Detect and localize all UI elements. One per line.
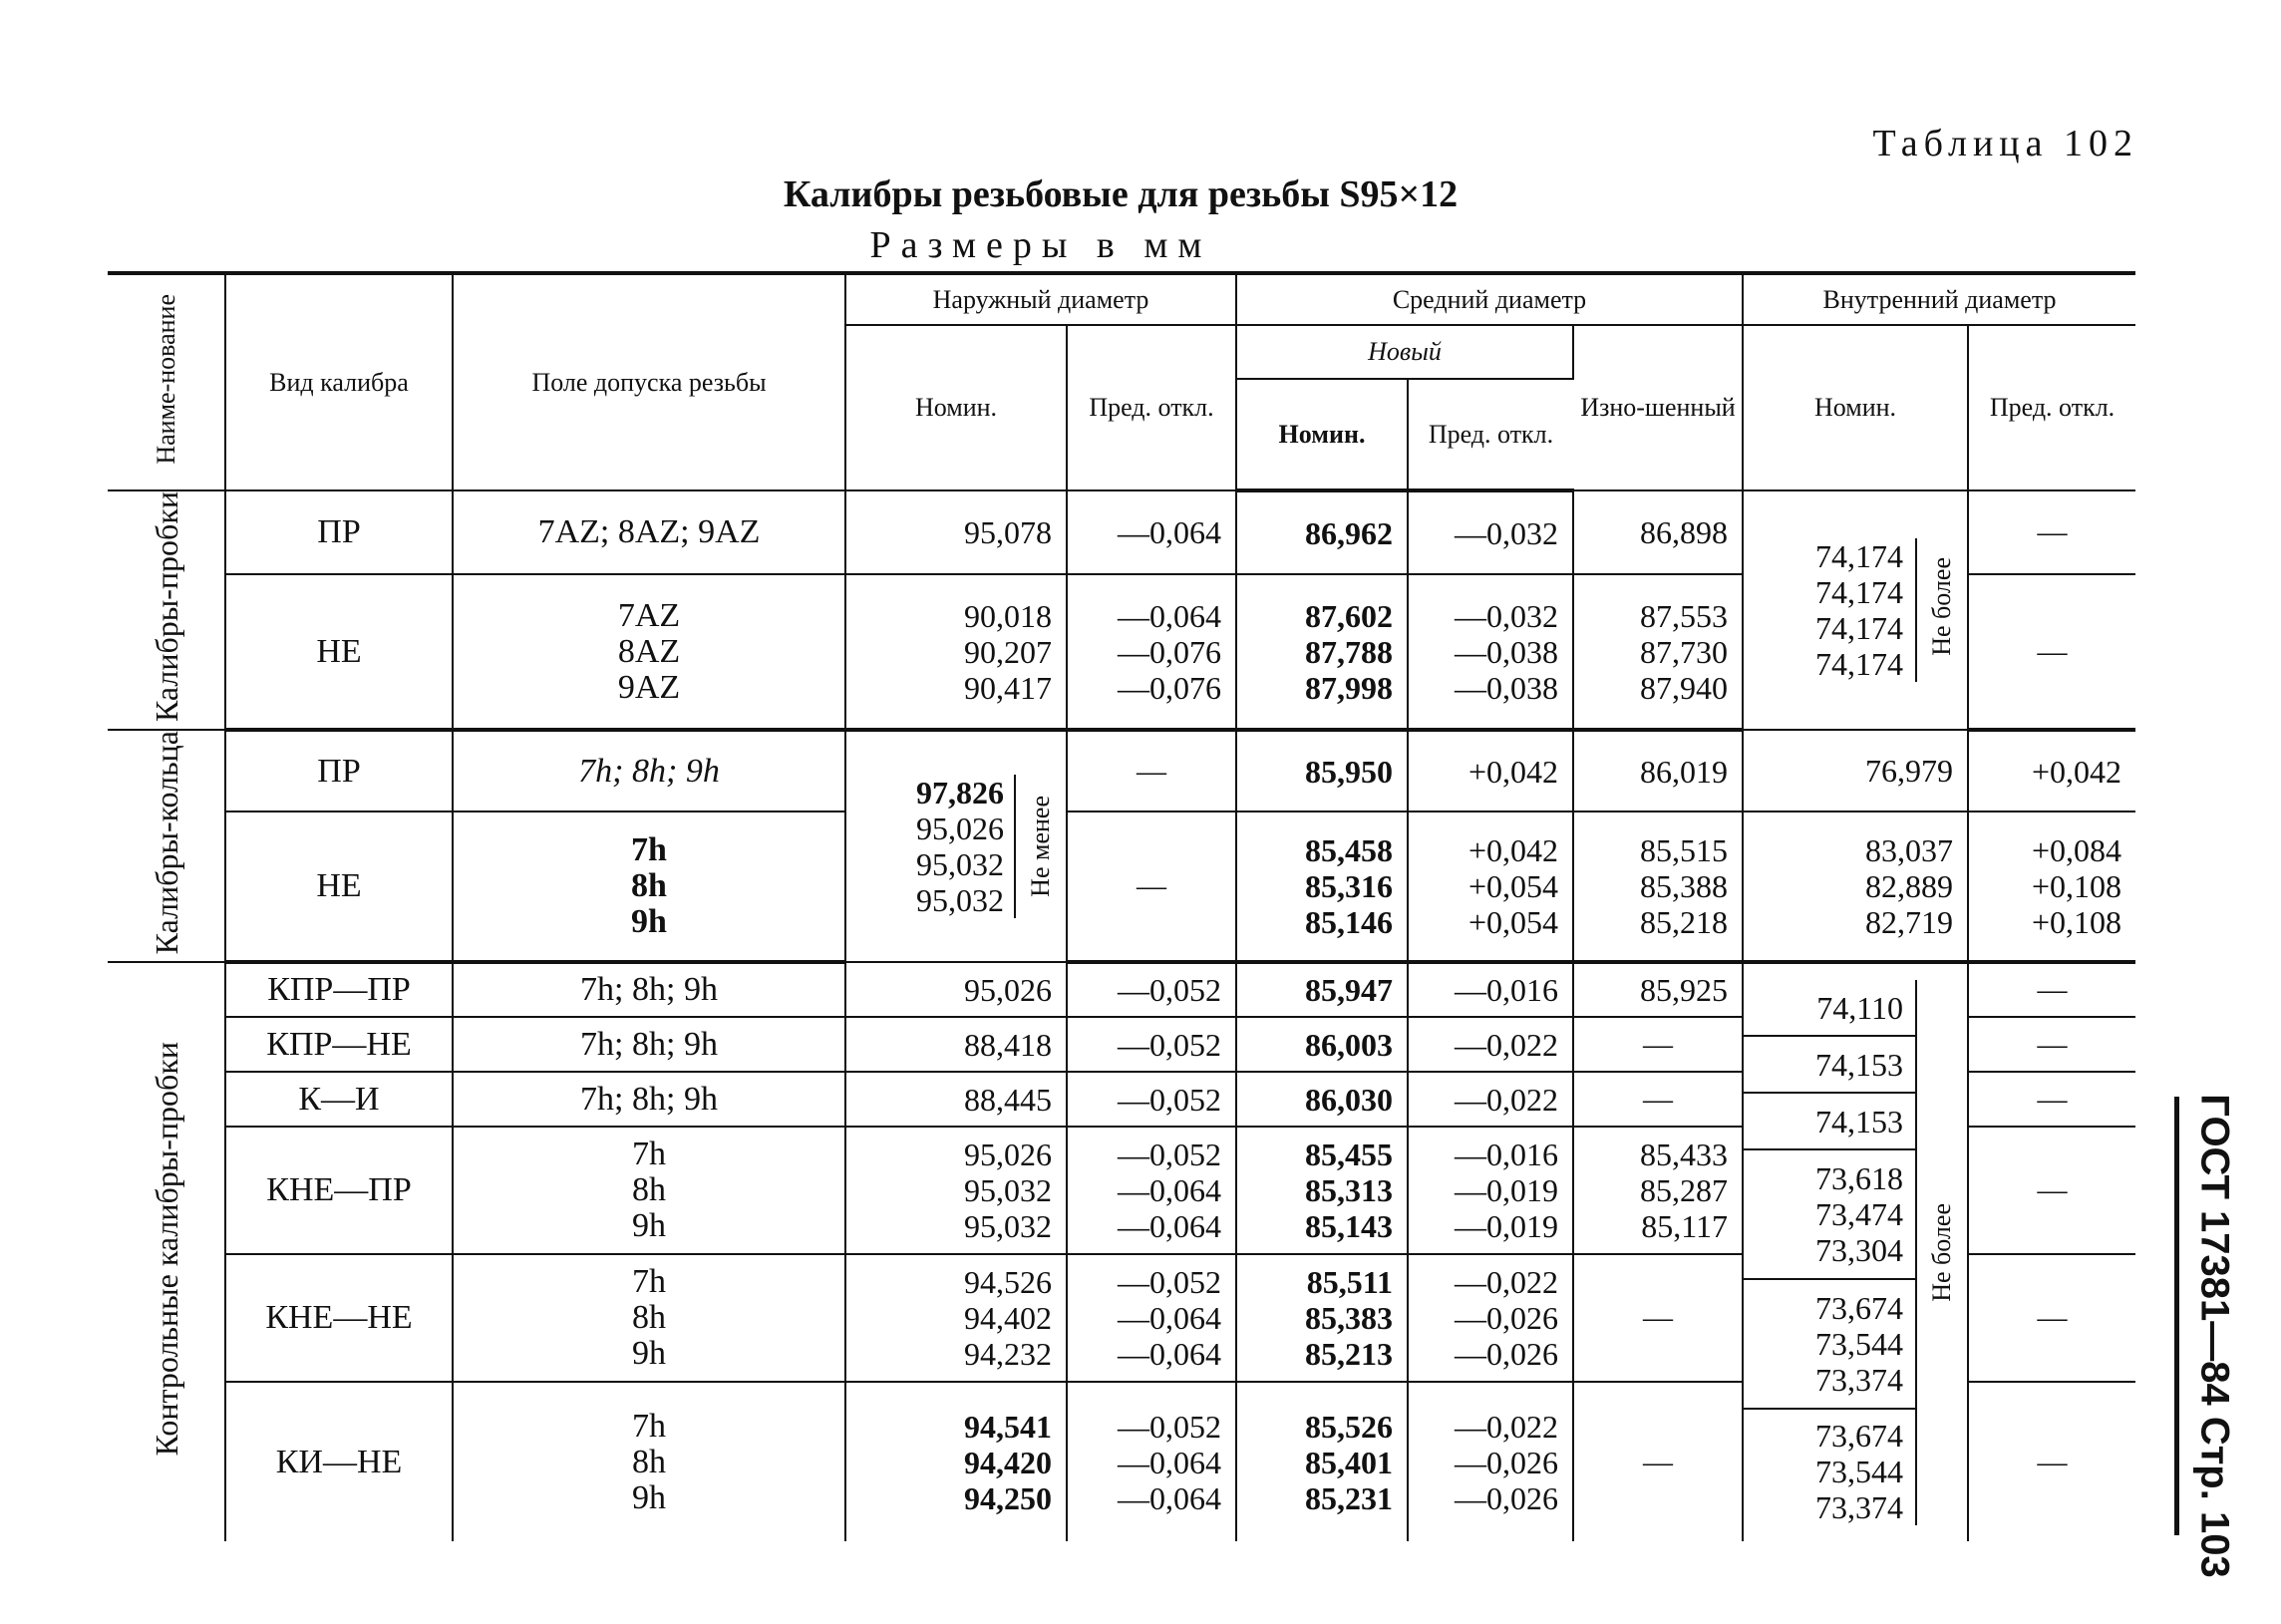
cell-line: 94,232 [964, 1336, 1052, 1373]
row1-outer-nom: 95,078 [845, 490, 1067, 574]
cell-line: 85,117 [1641, 1208, 1729, 1245]
col-middle-new-header: Новый [1236, 325, 1573, 379]
row4-outer-nom [846, 811, 1004, 918]
row8-outer-dev [1067, 1127, 1236, 1254]
cell-line: 9h [632, 1335, 666, 1373]
row4-tol [453, 812, 845, 962]
cell-line: 94,541 [964, 1408, 1052, 1445]
cell-line: 85,213 [1305, 1336, 1393, 1373]
row4-worn [1573, 812, 1743, 962]
row2-outer-nom [845, 574, 1067, 730]
col-outer-header: Наружный диаметр [845, 273, 1236, 325]
col-name-header: Наиме-нование [108, 273, 225, 490]
row1-mid-nom: 86,962 [1236, 490, 1408, 574]
cell-line: 85,218 [1640, 904, 1729, 941]
cell-line: —0,019 [1455, 1208, 1558, 1245]
cell-line: 7h [631, 831, 667, 869]
col-tolerance-header: Поле допуска резьбы [453, 273, 845, 490]
row7-worn: — [1573, 1072, 1743, 1127]
cell-line: —0,064 [1118, 597, 1221, 634]
row9-outer-nom [845, 1254, 1067, 1382]
cell-line: 87,730 [1640, 633, 1729, 670]
row3-inner-nom: 76,979 [1743, 730, 1968, 812]
row10-kind: КИ—НЕ [225, 1382, 453, 1541]
row2-worn [1573, 574, 1743, 730]
cell-line: 9h [632, 1478, 666, 1516]
cell-line: 87,998 [1305, 669, 1393, 706]
cell-line: —0,026 [1455, 1479, 1558, 1516]
cell-line: 9AZ [617, 668, 681, 706]
cell-line: —0,026 [1455, 1444, 1558, 1480]
row6-tol: 7h; 8h; 9h [453, 1017, 845, 1072]
row5-inner-nom: 74,110 [1744, 980, 1915, 1037]
row3-kind: ПР [225, 730, 453, 812]
row3-outer-dev: — [1067, 730, 1236, 812]
cell-line: 85,515 [1640, 832, 1729, 869]
row8-outer-nom [845, 1127, 1067, 1254]
row9-mid-dev [1408, 1254, 1573, 1382]
cell-line: 85,231 [1305, 1479, 1393, 1516]
cell-line: 85,458 [1305, 832, 1393, 869]
row4-inner-dev [1968, 812, 2135, 962]
cell-line: 95,026 [916, 811, 1004, 847]
cell-line: 82,889 [1865, 868, 1954, 905]
row8-tol [453, 1127, 845, 1254]
row10-inner-nom [1744, 1410, 1915, 1525]
cell-line: +0,084 [2031, 832, 2122, 869]
cell-line: 90,018 [964, 597, 1052, 634]
cell-line: 7AZ [617, 596, 681, 634]
cell-line: 95,032 [964, 1172, 1052, 1209]
cell-line: 94,420 [964, 1444, 1052, 1480]
cell-line: —0,026 [1455, 1336, 1558, 1373]
row4-inner-nom [1743, 812, 1968, 962]
row8-mid-nom [1236, 1127, 1408, 1254]
row10-outer-nom [845, 1382, 1067, 1541]
cell-line: 7h [632, 1136, 666, 1173]
row4-outer-dev: — [1067, 812, 1236, 962]
group-label-plugs: Калибры-пробки [108, 490, 225, 730]
cell-line: 85,143 [1305, 1208, 1393, 1245]
cell-line: 85,313 [1305, 1172, 1393, 1209]
row8-inner-nom [1744, 1150, 1915, 1280]
cell-line: 87,788 [1305, 633, 1393, 670]
cell-line: 87,553 [1640, 597, 1729, 634]
cell-line: —0,064 [1118, 1208, 1221, 1245]
cell-line: 82,719 [1865, 904, 1954, 941]
cell-line: 73,674 [1815, 1418, 1904, 1455]
cell-line: 7h [632, 1407, 666, 1445]
row2-outer-dev [1067, 574, 1236, 730]
col-middle-worn-header: Изно-шенный [1573, 325, 1743, 490]
row7-outer-nom: 88,445 [845, 1072, 1067, 1127]
cell-line: 85,388 [1640, 868, 1729, 905]
row3-worn: 86,019 [1573, 730, 1743, 812]
cell-line: 90,417 [964, 669, 1052, 706]
row6-mid-nom: 86,003 [1236, 1017, 1408, 1072]
row7-tol: 7h; 8h; 9h [453, 1072, 845, 1127]
cell-line: +0,054 [1467, 868, 1558, 905]
row4-kind: НЕ [225, 812, 453, 962]
cell-line: 73,674 [1815, 1290, 1904, 1327]
row7-inner-nom: 74,153 [1744, 1094, 1915, 1150]
cell-line: 74,174 [1815, 646, 1904, 682]
gost-page-number: ГОСТ 17381—84 Стр. 103 [2192, 1094, 2237, 1578]
row1-worn: 86,898 [1573, 490, 1743, 574]
cell-line: 9h [631, 903, 667, 941]
cell-line: 95,032 [916, 882, 1004, 919]
row8-worn [1573, 1127, 1743, 1254]
cell-line: 7h [632, 1263, 666, 1301]
row8-inner-dev: — [1968, 1127, 2135, 1254]
cell-line: 8h [632, 1171, 666, 1209]
note-not-more-plugs: Не более [1927, 557, 1957, 656]
note-not-less-rings: Не менее [1026, 796, 1055, 898]
cell-line: 83,037 [1865, 832, 1954, 869]
cell-line: 90,207 [964, 633, 1052, 670]
row10-tol [453, 1382, 845, 1541]
row6-worn: — [1573, 1017, 1743, 1072]
row7-inner-dev: — [1968, 1072, 2135, 1127]
row9-outer-dev [1067, 1254, 1236, 1382]
row5-tol: 7h; 8h; 9h [453, 962, 845, 1017]
row6-inner-nom: 74,153 [1744, 1037, 1915, 1094]
row5-outer-dev: —0,052 [1067, 962, 1236, 1017]
row2-mid-dev [1408, 574, 1573, 730]
row5-outer-nom: 95,026 [845, 962, 1067, 1017]
col-kind-header: Вид калибра [225, 273, 453, 490]
cell-line: —0,019 [1455, 1172, 1558, 1209]
cell-line: —0,022 [1455, 1264, 1558, 1301]
col-middle-new-nom-header: Номин. [1236, 379, 1408, 490]
cell-line: —0,064 [1118, 1336, 1221, 1373]
col-inner-dev-header: Пред. откл. [1968, 325, 2135, 490]
col-outer-dev-header: Пред. откл. [1067, 325, 1236, 490]
cell-line: —0,038 [1455, 633, 1558, 670]
row7-mid-nom: 86,030 [1236, 1072, 1408, 1127]
cell-line: 94,250 [964, 1479, 1052, 1516]
table-number: Таблица 102 [1872, 123, 2138, 164]
cell-line: 94,402 [964, 1300, 1052, 1337]
row10-mid-dev [1408, 1382, 1573, 1541]
cell-line: —0,076 [1118, 669, 1221, 706]
row1-2-inner-nom-cell [1743, 490, 1968, 730]
cell-line: 73,544 [1815, 1454, 1904, 1490]
cell-line: 85,316 [1305, 868, 1393, 905]
side-page-label [2154, 1094, 2274, 1578]
row2-kind: НЕ [225, 574, 453, 730]
side-rule [2174, 1097, 2179, 1535]
cell-line: 8h [631, 867, 667, 905]
cell-line: +0,054 [1467, 904, 1558, 941]
col-inner-nom-header: Номин. [1743, 325, 1968, 490]
cell-line: 73,374 [1815, 1489, 1904, 1526]
row3-outer-nom: 97,826 [916, 775, 1004, 812]
row2-mid-nom [1236, 574, 1408, 730]
cell-line: —0,052 [1118, 1264, 1221, 1301]
row3-tol: 7h; 8h; 9h [453, 730, 845, 812]
cell-line: 85,146 [1305, 904, 1393, 941]
cell-line: 95,032 [916, 846, 1004, 883]
gauge-table [108, 271, 2135, 1541]
cell-line: 9h [632, 1207, 666, 1245]
cell-line: 74,174 [1815, 574, 1904, 610]
table-title: Калибры резьбовые для резьбы S95×12 [783, 173, 1459, 215]
row1-inner-nom: 74,174 [1815, 538, 1904, 574]
row9-inner-nom [1744, 1280, 1915, 1410]
cell-line: 94,526 [964, 1264, 1052, 1301]
row3-4-outer-nom-cell [845, 730, 1067, 962]
cell-line: 87,602 [1305, 597, 1393, 634]
row2-tol [453, 574, 845, 730]
cell-line: +0,108 [2031, 904, 2122, 941]
cell-line: 8h [632, 1443, 666, 1480]
cell-line: 8h [632, 1299, 666, 1337]
row3-mid-nom: 85,950 [1236, 730, 1408, 812]
row10-inner-dev: — [2037, 1445, 2068, 1478]
row9-inner-dev: — [1968, 1254, 2135, 1382]
note-not-more-control: Не более [1927, 1203, 1957, 1303]
cell-line: —0,064 [1118, 1444, 1221, 1480]
cell-line: 95,032 [964, 1208, 1052, 1245]
cell-line: 85,287 [1640, 1172, 1729, 1209]
cell-line: —0,038 [1455, 669, 1558, 706]
cell-line: 85,433 [1640, 1137, 1729, 1173]
cell-line: —0,032 [1455, 597, 1558, 634]
group-label-rings: Калибры-кольца [108, 730, 225, 962]
cell-line: —0,064 [1118, 1172, 1221, 1209]
cell-line: +0,108 [2031, 868, 2122, 905]
cell-line: 73,544 [1815, 1326, 1904, 1363]
row7-mid-dev: —0,022 [1408, 1072, 1573, 1127]
row1-mid-dev: —0,032 [1408, 490, 1573, 574]
cell-line: 73,304 [1815, 1232, 1904, 1269]
col-middle-new-dev-header: Пред. откл. [1408, 379, 1573, 490]
cell-line: 85,383 [1305, 1300, 1393, 1337]
row1-inner-dev: — [1968, 490, 2135, 574]
col-outer-nom-header: Номин. [845, 325, 1067, 490]
row9-worn: — [1573, 1254, 1743, 1382]
row3-mid-dev: +0,042 [1408, 730, 1573, 812]
row10-outer-dev [1067, 1382, 1236, 1541]
cell-line: 95,026 [964, 1137, 1052, 1173]
row8-mid-dev [1408, 1127, 1573, 1254]
row5-mid-dev: —0,016 [1408, 962, 1573, 1017]
row1-outer-dev: —0,064 [1067, 490, 1236, 574]
col-inner-header: Внутренний диаметр [1743, 273, 2135, 325]
group-label-control-plugs: Контрольные калибры-пробки [108, 962, 225, 1541]
row5-kind: КПР—ПР [225, 962, 453, 1017]
cell-line: —0,052 [1118, 1408, 1221, 1445]
row7-outer-dev: —0,052 [1067, 1072, 1236, 1127]
row5-mid-nom: 85,947 [1236, 962, 1408, 1017]
cell-line: 85,455 [1305, 1137, 1393, 1173]
row6-inner-dev: — [1968, 1017, 2135, 1072]
row9-kind: КНЕ—НЕ [225, 1254, 453, 1382]
row7-kind: К—И [225, 1072, 453, 1127]
row5-inner-dev: — [1968, 962, 2135, 1017]
cell-line: 73,474 [1815, 1196, 1904, 1233]
cell-line: —0,022 [1455, 1408, 1558, 1445]
cell-line: +0,042 [1467, 832, 1558, 869]
row4-mid-nom [1236, 812, 1408, 962]
cell-line: —0,064 [1118, 1300, 1221, 1337]
cell-line: —0,016 [1455, 1137, 1558, 1173]
inner-nom-control-cell [1743, 962, 1968, 1541]
cell-line: 87,940 [1640, 669, 1729, 706]
row6-mid-dev: —0,022 [1408, 1017, 1573, 1072]
cell-line: 8AZ [617, 632, 681, 670]
row6-kind: КПР—НЕ [225, 1017, 453, 1072]
row9-mid-nom [1236, 1254, 1408, 1382]
cell-line: —0,052 [1118, 1137, 1221, 1173]
row1-tol: 7AZ; 8AZ; 9AZ [453, 490, 845, 574]
row6-outer-nom: 88,418 [845, 1017, 1067, 1072]
units-caption: Размеры в мм [869, 224, 1212, 266]
cell-line: 73,374 [1815, 1362, 1904, 1399]
cell-line: 85,401 [1305, 1444, 1393, 1480]
cell-line: —0,026 [1455, 1300, 1558, 1337]
cell-line: —0,064 [1118, 1479, 1221, 1516]
col-middle-header: Средний диаметр [1236, 273, 1743, 325]
cell-line: 74,174 [1815, 610, 1904, 646]
cell-line: —0,076 [1118, 633, 1221, 670]
row6-outer-dev: —0,052 [1067, 1017, 1236, 1072]
row1-kind: ПР [225, 490, 453, 574]
row2-inner-dev: — [1968, 574, 2135, 730]
row10-worn: — [1573, 1382, 1743, 1541]
row3-inner-dev: +0,042 [1968, 730, 2135, 812]
row4-mid-dev [1408, 812, 1573, 962]
cell-line: 73,618 [1815, 1160, 1904, 1197]
row2-inner-nom [1744, 574, 1903, 682]
cell-line: 85,511 [1306, 1264, 1393, 1301]
row5-worn: 85,925 [1573, 962, 1743, 1017]
row10-mid-nom [1236, 1382, 1408, 1541]
row9-tol [453, 1254, 845, 1382]
row8-kind: КНЕ—ПР [225, 1127, 453, 1254]
cell-line: 85,526 [1305, 1408, 1393, 1445]
